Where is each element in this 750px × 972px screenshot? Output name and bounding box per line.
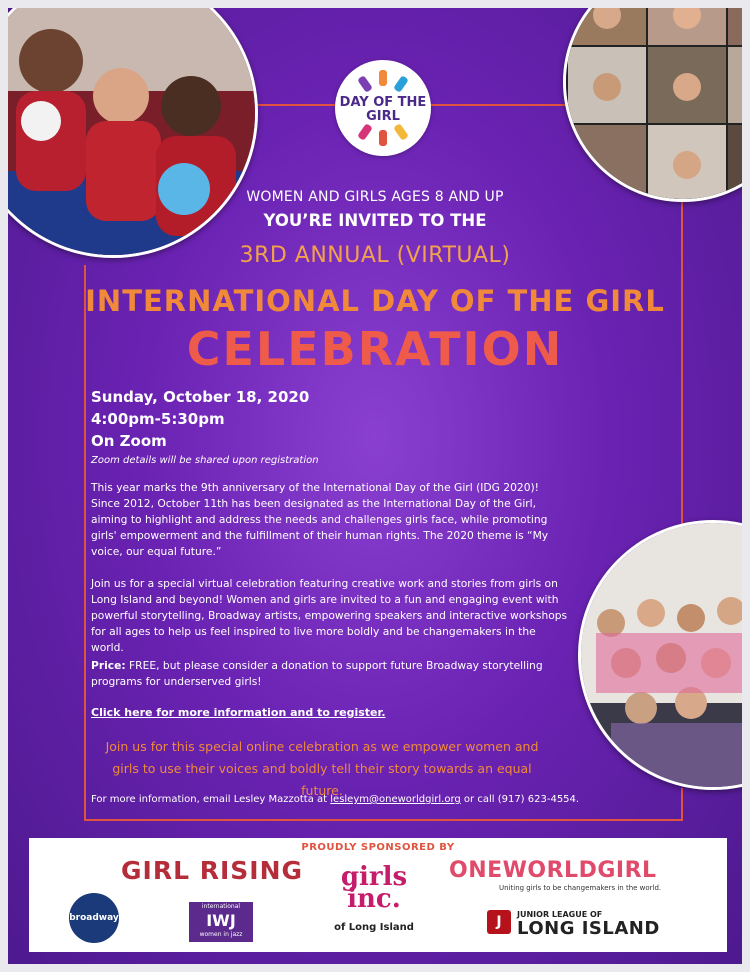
group-photo-right <box>578 520 742 790</box>
flyer <box>8 8 742 964</box>
event-details <box>91 386 319 470</box>
event-platform: On Zoom <box>91 432 167 450</box>
girl-rising-logo: GIRL RISING <box>121 856 304 885</box>
iwj-mid-text: IWJ <box>206 911 236 930</box>
junior-league-mark-icon: J <box>487 910 511 934</box>
oneworldgirl-tagline: Uniting girls to be changemakers in the world. <box>499 884 662 892</box>
sponsor-panel <box>29 838 727 952</box>
iwj-top-text: international <box>201 903 241 910</box>
sponsor-title: PROUDLY SPONSORED BY <box>301 842 455 853</box>
junior-league-top: JUNIOR LEAGUE OF <box>517 910 603 919</box>
oneworldgirl-logo: ONEWORLDGIRL <box>449 858 657 883</box>
event-title: INTERNATIONAL DAY OF THE GIRL <box>85 284 665 318</box>
group-photo-illustration <box>581 523 742 790</box>
audience-eyebrow: WOMEN AND GIRLS AGES 8 AND UP <box>246 189 504 205</box>
contact-line <box>91 794 579 805</box>
event-subtitle: CELEBRATION <box>186 322 564 376</box>
paragraph-anniversary: This year marks the 9th anniversary of the International Day of the Girl (IDG 2020)! Since 2012, October 11th has been designated as the International Day of the Girl, aiming to highlight and address the needs and challenges girls face, while promoting girls' empowerment and the fulfillment of their human rights. The 2020 theme is “My voice, our equal future.” <box>91 481 549 558</box>
event-date: Sunday, October 18, 2020 <box>91 388 310 406</box>
zoom-call-photo <box>563 8 742 202</box>
price-text: FREE, but please consider a donation to support future Broadway storytelling programs for underserved girls! <box>91 659 543 688</box>
day-of-the-girl-logo <box>335 60 431 156</box>
invite-line: YOU’RE INVITED TO THE <box>263 211 487 230</box>
paragraph-celebration: Join us for a special virtual celebration featuring creative work and stories from girls on Long Island and beyond! Women and girls are invited to a fun and engaging event with powerful storytelling, Broadway artists, empowering speakers and interactive workshops for all ages to help us feel inspired to live more boldly and be changemakers in the world. <box>91 577 568 654</box>
contact-suffix: or call (917) 623-4554. <box>463 794 580 805</box>
logo-text: DAY OF THE GIRL <box>339 95 427 124</box>
project-broadway-logo: broadway <box>69 893 119 943</box>
girls-inc-subtitle: of Long Island <box>334 922 414 933</box>
paragraph-price <box>91 658 571 690</box>
frame-line-bottom <box>84 819 683 821</box>
frame-line-right-lower <box>681 788 683 820</box>
iwj-logo <box>189 902 253 942</box>
zoom-grid-illustration <box>566 8 742 202</box>
annual-line: 3RD ANNUAL (VIRTUAL) <box>239 243 511 268</box>
junior-league-bottom: LONG ISLAND <box>517 918 660 939</box>
zoom-note: Zoom details will be shared upon registration <box>91 455 319 466</box>
contact-prefix: For more information, email Lesley Mazzotta at <box>91 794 328 805</box>
contact-email-link[interactable]: lesleym@oneworldgirl.org <box>330 794 461 805</box>
register-link[interactable]: Click here for more information and to register. <box>91 706 386 719</box>
price-label: Price: <box>91 659 126 672</box>
iwj-bottom-text: women in jazz <box>199 931 243 938</box>
closing-message: Join us for this special online celebration as we empower women and girls to use their voices and boldly tell their story towards an equal future. <box>105 739 539 798</box>
event-time: 4:00pm-5:30pm <box>91 410 225 428</box>
girls-inc-logo: girls inc. <box>340 862 408 914</box>
